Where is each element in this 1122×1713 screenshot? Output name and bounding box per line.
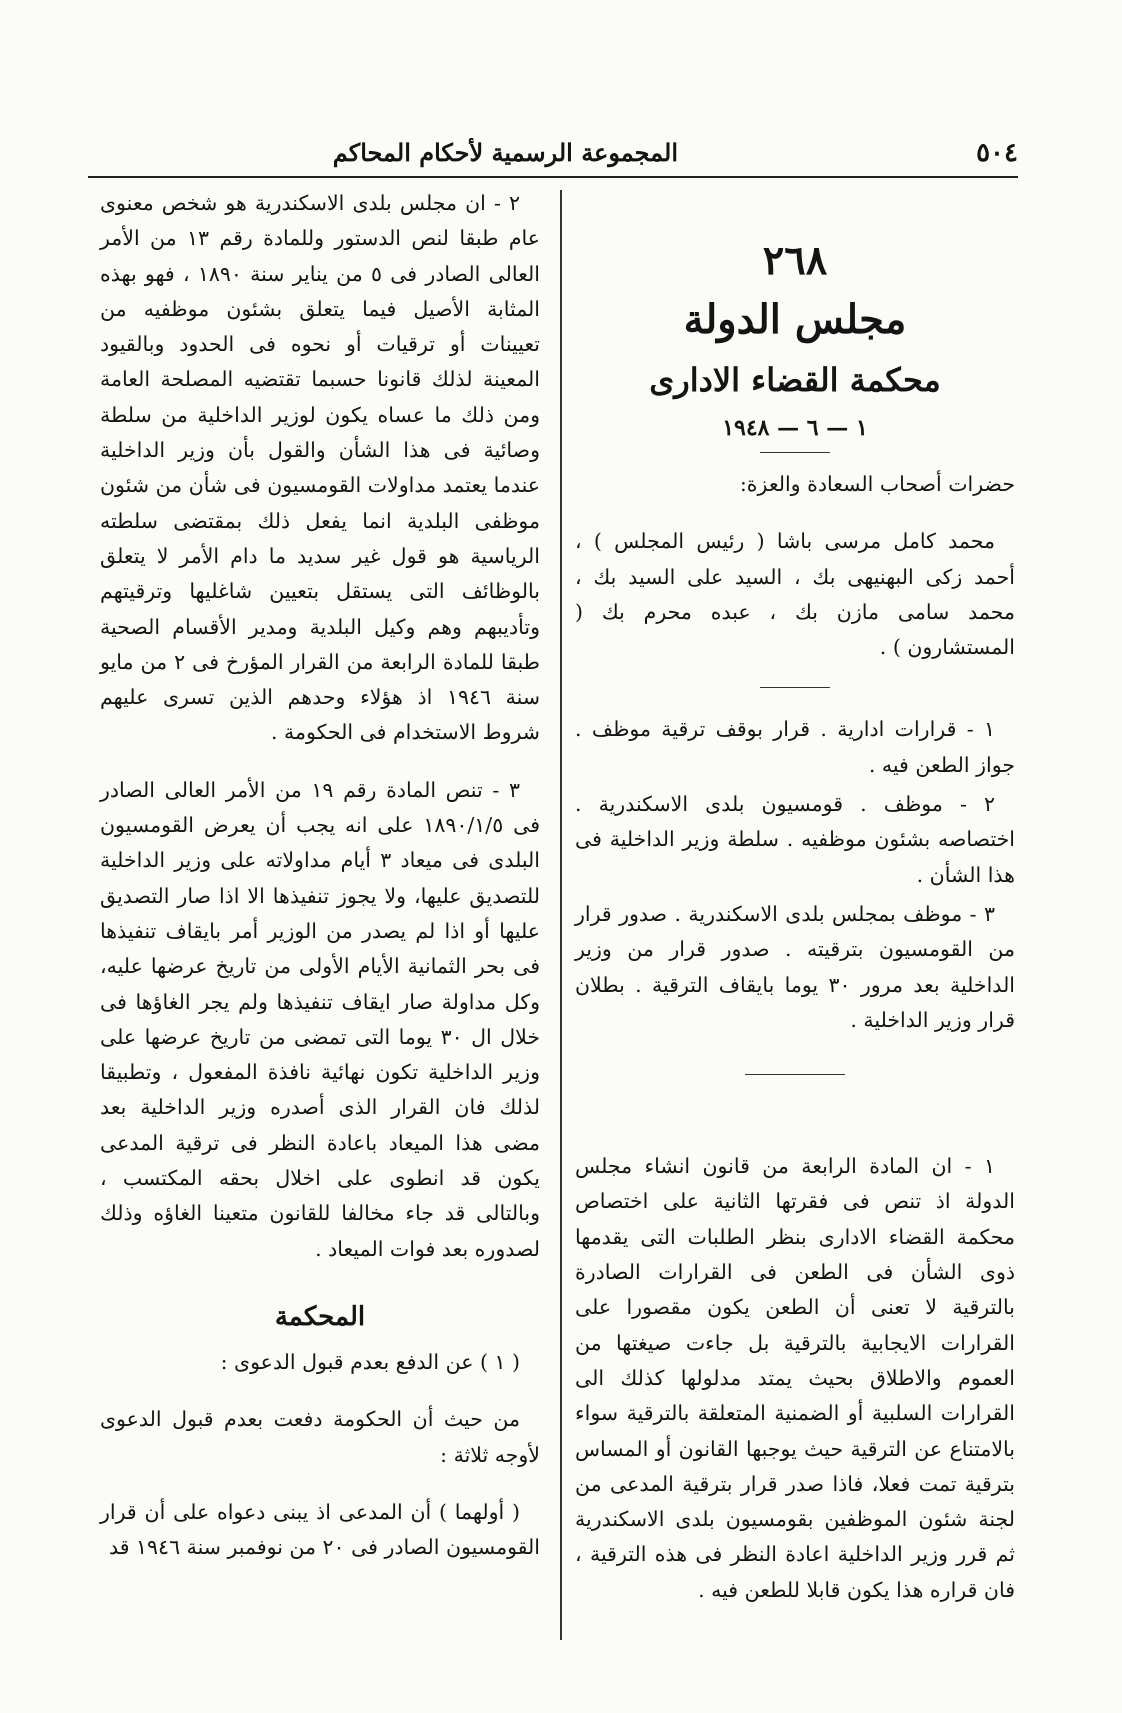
principle-paragraph: ١ - ان المادة الرابعة من قانون انشاء مجلس الدولة اذ تنص فى فقرتها الثانية على اختصاص محكمة القضاء الادارى بنظر الطلبات التى يقدمها ذوى الشأن فى الطعن فى القرارات الصادرة بالترقية لا تعنى أن الطعن يكون مقصورا على القرارات الايجابية بالترقية بل جاءت صيغتها من العموم والاطلاق بحيث يمتد مدلولها كذلك الى القرارات السلبية أو الضمنية المتعلقة بالترقية سواء بالامتناع عن الترقية حيث يوجبها القانون أو المساس بترقية تمت فعلا، فاذا صدر قرار بترقية المدعى من لجنة شئون الموظفين بقومسيون بلدى الاسكندرية ثم قرر وزير الداخلية اعادة النظر فى هذه الترقية ، فان قراره هذا يكون قابلا للطعن فيه . (575, 1154, 1015, 1602)
summary-item: ١ - قرارات ادارية . قرار بوقف ترقية موظف . جواز الطعن فيه . (575, 717, 1015, 777)
judgment-subheading: ( ١ ) عن الدفع بعدم قبول الدعوى : (220, 1349, 520, 1374)
judgment-heading: المحكمة (274, 1301, 366, 1332)
ruling-date: ١ — ٦ — ١٩٤٨ (722, 415, 868, 441)
header-rule (88, 176, 1018, 178)
attendees-rule (760, 687, 830, 688)
running-title: المجموعة الرسمية لأحكام المحاكم (332, 138, 678, 167)
date-rule (760, 452, 830, 453)
column-divider (560, 190, 562, 1640)
page-header (88, 120, 1018, 170)
judgment-paragraph: من حيث أن الحكومة دفعت بعدم قبول الدعوى لأوجه ثلاثة : (100, 1407, 540, 1467)
attendees-list: محمد كامل مرسى باشا ( رئيس المجلس ) ، أحمد زكى البهنيهى بك ، السيد على السيد بك ، محمد سامى مازن بك ، عبده محرم بك ( المستشارون ) . (575, 529, 1015, 660)
principle-paragraph: ٣ - تنص المادة رقم ١٩ من الأمر العالى الصادر فى ١٨٩٠/١/٥ على انه يجب أن يعرض القومسيون البلدى فى ميعاد ٣ أيام مداولاته على وزير الداخلية للتصديق عليها، ولا يجوز تنفيذها الا اذا صار التصديق عليها أو اذا لم يصدر من الوزير أمر بايقاف تنفيذها فى بحر الثمانية الأيام الأولى من تاريخ عرضها عليه، وكل مداولة صار ايقاف تنفيذها ولم يجر الغاؤها فى خلال ال ٣٠ يوما التى تمضى من تاريخ عرضها على وزير الداخلية تكون نهائية نافذة المفعول ، وتطبيقا لذلك فان القرار الذى أصدره وزير الداخلية بعد مضى هذا الميعاد باعادة النظر فى ترقية المدعى يكون قد انطوى على اخلال بحقه المكتسب ، وبالتالى قد جاء مخالفا للقانون متعينا الغاؤه وذلك لصدوره بعد فوات الميعاد . (100, 777, 541, 1261)
court-section: محكمة القضاء الادارى (649, 361, 941, 399)
judgment-paragraph: ( أولهما ) أن المدعى اذ يبنى دعواه على أن قرار القومسيون الصادر فى ٢٠ من نوفمبر سنة ١٩٤٦ قد (100, 1499, 540, 1560)
attendees-heading: حضرات أصحاب السعادة والعزة: (739, 472, 1015, 496)
summary-rule (745, 1074, 845, 1075)
court-name: مجلس الدولة (683, 296, 907, 343)
page-number: ٥٠٤ (976, 138, 1018, 168)
summary-item: ٣ - موظف بمجلس بلدى الاسكندرية . صدور قرار من القومسيون بترقيته . صدور قرار من وزير الداخلية بعد مرور ٣٠ يوما بايقاف الترقية . بطلان قرار وزير الداخلية . (575, 901, 1016, 1032)
right-column (575, 186, 1015, 1608)
principle-paragraph: ٢ - ان مجلس بلدى الاسكندرية هو شخص معنوى عام طبقا لنص الدستور وللمادة رقم ١٣ من الأمر العالى الصادر فى ٥ من يناير سنة ١٨٩٠ ، فهو بهذه المثابة الأصيل فيما يتعلق بشئون موظفيه من تعيينات أو ترقيات أو نحوه فى الحدود وبالقيود المعينة لذلك قانونا حسبما تقتضيه المصلحة العامة ومن ذلك ما عساه يكون لوزير الداخلية من سلطة وصائية فى هذا الشأن والقول بأن وزير الداخلية عندما يعتمد مداولات القومسيون فى شأن من شئون موظفى البلدية انما يفعل ذلك بمقتضى سلطته الرياسية هو قول غير سديد ما دام الأمر لا يتعلق بالوظائف التى يستقل بتعيين شاغليها وترقيتهم وتأديبهم وهم وكيل البلدية ومدير الأقسام الصحية طبقا للمادة الرابعة من القرار المؤرخ فى ٢ من مايو سنة ١٩٤٦ اذ هؤلاء وحدهم الذين تسرى عليهم شروط الاستخدام فى الحكومة . (100, 191, 540, 745)
left-column (100, 186, 540, 1565)
case-number: ٢٦٨ (762, 237, 828, 284)
summary-item: ٢ - موظف . قومسيون بلدى الاسكندرية . اختصاصه بشئون موظفيه . سلطة وزير الداخلية فى هذا الشأن . (575, 792, 1015, 887)
